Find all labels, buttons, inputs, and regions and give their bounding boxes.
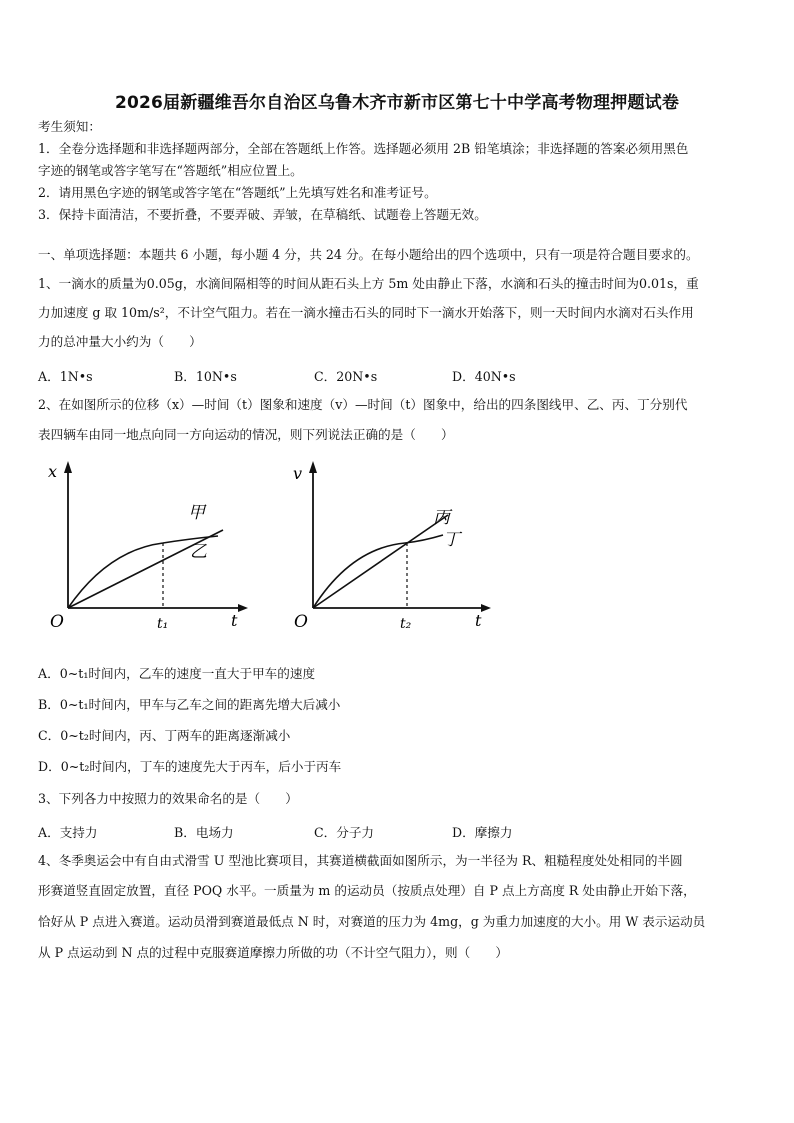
option-c[interactable]: C．分子力 — [314, 825, 375, 840]
notice-line: 1．全卷分选择题和非选择题两部分，全部在答题纸上作答。选择题必须用 2B 铅笔填涂；非选择题的答案必须用黑色 — [38, 141, 689, 156]
question-4-text: 4、冬季奥运会中有自由式滑雪 U 型池比赛项目，其赛道横截面如图所示，为一半径为 R、粗糙程度处处相同的半圆 — [38, 853, 683, 868]
origin-label: O — [50, 612, 64, 632]
question-2-text: 表四辆车由同一地点向同一方向运动的情况，则下列说法正确的是（ ） — [38, 427, 454, 442]
option-a[interactable]: A．支持力 — [38, 825, 98, 840]
option-d[interactable]: D．40N•s — [452, 369, 516, 384]
notice-line: 字迹的钢笔或答字笔写在“答题纸”相应位置上。 — [38, 163, 303, 178]
y-axis-label: x — [48, 462, 58, 481]
question-2-option-a[interactable]: A．0~t₁时间内，乙车的速度一直大于甲车的速度 — [38, 666, 316, 681]
question-4-text: 形赛道竖直固定放置，直径 POQ 水平。一质量为 m 的运动员（按质点处理）自 P 点上方高度 R 处由静止开始下落， — [38, 883, 696, 898]
question-1-text: 力加速度 g 取 10m/s²，不计空气阻力。若在一滴水撞击石头的同时下一滴水开始落下，则一天时间内水滴对石头作用 — [38, 305, 694, 320]
notice-line: 2．请用黑色字迹的钢笔或答字笔在“答题纸”上先填写姓名和准考证号。 — [38, 185, 437, 200]
question-1-text: 力的总冲量大小约为（ ） — [38, 334, 202, 349]
question-2-option-b[interactable]: B．0~t₁时间内，甲车与乙车之间的距离先增大后减小 — [38, 697, 341, 712]
y-axis-label: v — [293, 464, 303, 483]
option-a[interactable]: A．1N•s — [38, 369, 93, 384]
label-ding: 丁 — [443, 530, 460, 550]
notice-heading: 考生须知： — [38, 119, 101, 134]
x-axis-arrow — [238, 604, 248, 612]
x-axis-label: t — [475, 611, 482, 630]
tick-t1: t₁ — [157, 616, 169, 632]
option-d[interactable]: D．摩擦力 — [452, 825, 513, 840]
x-t-graph — [38, 455, 253, 639]
line-ding — [313, 515, 448, 608]
y-axis-arrow — [309, 461, 317, 473]
exam-title: 2026届新疆维吾尔自治区乌鲁木齐市新市区第七十中学高考物理押题试卷 — [114, 93, 680, 113]
question-4-text: 恰好从 P 点进入赛道。运动员滑到赛道最低点 N 时，对赛道的压力为 4mg，g 为重力加速度的大小。用 W 表示运动员 — [38, 914, 706, 929]
origin-label: O — [294, 612, 308, 632]
question-2-option-c[interactable]: C．0~t₂时间内，丙、丁两车的距离逐渐减小 — [38, 728, 291, 743]
question-1-text: 1、一滴水的质量为0.05g，水滴间隔相等的时间从距石头上方 5m 处由静止下落，水滴和石头的撞击时间为0.01s，重 — [38, 276, 699, 291]
label-bing: 丙 — [433, 508, 450, 528]
question-2-option-d[interactable]: D．0~t₂时间内，丁车的速度先大于丙车，后小于丙车 — [38, 759, 342, 774]
question-2-text: 2、在如图所示的位移（x）—时间（t）图象和速度（v）—时间（t）图象中，给出的四条图线甲、乙、丙、丁分别代 — [38, 397, 688, 412]
section-heading: 一、单项选择题：本题共 6 小题，每小题 4 分，共 24 分。在每小题给出的四个选项中，只有一项是符合题目要求的。 — [38, 247, 699, 262]
option-b[interactable]: B．10N•s — [174, 369, 237, 384]
question-4-text: 从 P 点运动到 N 点的过程中克服赛道摩擦力所做的功（不计空气阻力），则（ ） — [38, 945, 508, 960]
curve-bing — [313, 535, 443, 608]
label-jia: 甲 — [188, 503, 205, 523]
option-c[interactable]: C．20N•s — [314, 369, 378, 384]
v-t-graph — [283, 455, 498, 639]
y-axis-arrow — [64, 461, 72, 473]
option-b[interactable]: B．电场力 — [174, 825, 234, 840]
notice-line: 3．保持卡面清洁，不要折叠，不要弄破、弄皱，在草稿纸、试题卷上答题无效。 — [38, 207, 487, 222]
x-axis-arrow — [481, 604, 491, 612]
question-3-text: 3、下列各力中按照力的效果命名的是（ ） — [38, 791, 298, 806]
label-yi: 乙 — [190, 542, 207, 562]
tick-t2: t₂ — [400, 616, 412, 632]
x-axis-label: t — [231, 611, 238, 630]
